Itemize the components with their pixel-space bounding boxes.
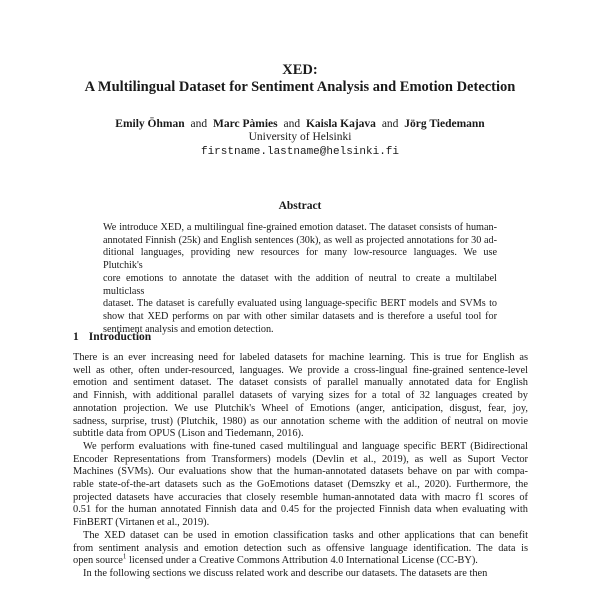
author-separator: and — [283, 118, 301, 130]
section-title: Introduction — [88, 331, 152, 343]
paragraph — [73, 352, 528, 441]
introduction-body — [73, 352, 528, 581]
author-name: Emily Öhman — [115, 118, 185, 130]
abstract-line: annotated Finnish (25k) and English sentences (30k), as well as projected annotations for 30 ad- — [103, 234, 497, 246]
author-name: Marc Pàmies — [213, 118, 278, 130]
body-line: and Finnish, with additional parallel datasets of varying sizes for a total of 32 languages created by — [73, 390, 528, 402]
abstract-line: We introduce XED, a multilingual fine-grained emotion dataset. The dataset consists of human- — [103, 222, 497, 233]
body-line: Encoder Representations from Transformers) models (Devlin et al., 2019), as well as Suport Vector — [73, 453, 528, 465]
body-line: We perform evaluations with fine-tuned cased multilingual and language specific BERT (Bidirectional — [83, 440, 528, 452]
body-line: projected datasets have accuracies that closely resemble human-annotated data with macro f1 scores of — [73, 491, 528, 503]
paragraph — [73, 568, 528, 581]
body-line: 0.51 for the human annotated Finnish data and 0.45 for the projected Finnish data when evaluating with — [73, 504, 528, 516]
body-line: rable state-of-the-art datasets such as the GoEmotions dataset (Demszky et al., 2020). Furthermore, the — [73, 479, 528, 491]
body-text: open source — [73, 555, 123, 567]
author-name: Jörg Tiedemann — [404, 118, 485, 130]
affiliation: University of Helsinki — [248, 131, 352, 143]
body-line: from sentiment analysis and emotion detection such as offensive language identification. The data is — [73, 542, 528, 554]
abstract-line: sentiment analysis and emotion detection. — [103, 323, 274, 335]
body-line: There is an ever increasing need for labeled datasets for machine learning. This is true for English as — [73, 352, 528, 363]
body-text: licensed under a Creative Commons Attribution 4.0 International License (CC-BY). — [126, 555, 478, 567]
body-line: subtitle data from OPUS (Lison and Tiedemann, 2016). — [73, 428, 304, 440]
body-line: sadness, surprise, trust) (Plutchik, 1980) as our annotation scheme with the addition of neutral on movie — [73, 415, 528, 427]
footnote-marker: 1 — [122, 552, 127, 561]
abstract-line: dataset. The dataset is carefully evaluated using language-specific BERT models and SVMs to — [103, 298, 497, 310]
abstract-heading: Abstract — [278, 200, 322, 212]
paragraph — [73, 530, 528, 568]
author-name: Kaisla Kajava — [305, 118, 376, 130]
abstract-body — [103, 222, 497, 336]
body-line: In the following sections we discuss related work and describe our datasets. The datasets are then — [83, 567, 488, 579]
abstract-line: core emotions to annotate the dataset with the addition of neutral to create a multilabel multiclass — [103, 272, 497, 297]
author-separator: and — [190, 118, 208, 130]
author-email: firstname.lastname@helsinki.fi — [200, 146, 400, 158]
body-line: Machines (SVMs). Our evaluations show that the human-annotated datasets behave on par with compa- — [73, 466, 528, 478]
author-list — [0, 117, 600, 131]
abstract-line: ditional languages, providing new resources for many low-resource languages. We use Plutchik's — [103, 247, 497, 272]
section-number: 1 — [73, 331, 79, 343]
paper-title-line-2: A Multilingual Dataset for Sentiment Analysis and Emotion Detection — [84, 79, 516, 95]
body-line: annotation projection. We use Plutchik's Wheel of Emotions (anger, anticipation, disgust, fear, joy, — [73, 402, 528, 414]
section-heading — [73, 330, 151, 344]
author-separator: and — [381, 118, 399, 130]
body-line: well as other, often under-resourced, languages. We provide a cross-lingual fine-grained sentence-level — [73, 364, 528, 376]
body-line — [73, 552, 528, 568]
body-line: The XED dataset can be used in emotion classification tasks and other applications that can benefit — [83, 529, 528, 541]
abstract-line: show that XED performs on par with other similar datasets and is therefore a useful tool for — [103, 310, 497, 322]
body-line: FinBERT (Virtanen et al., 2019). — [73, 517, 210, 529]
paragraph — [73, 441, 528, 530]
paper-title-line-1: XED: — [282, 62, 318, 78]
body-line: emotion and sentiment dataset. The dataset consists of parallel manually annotated data for English — [73, 377, 528, 389]
